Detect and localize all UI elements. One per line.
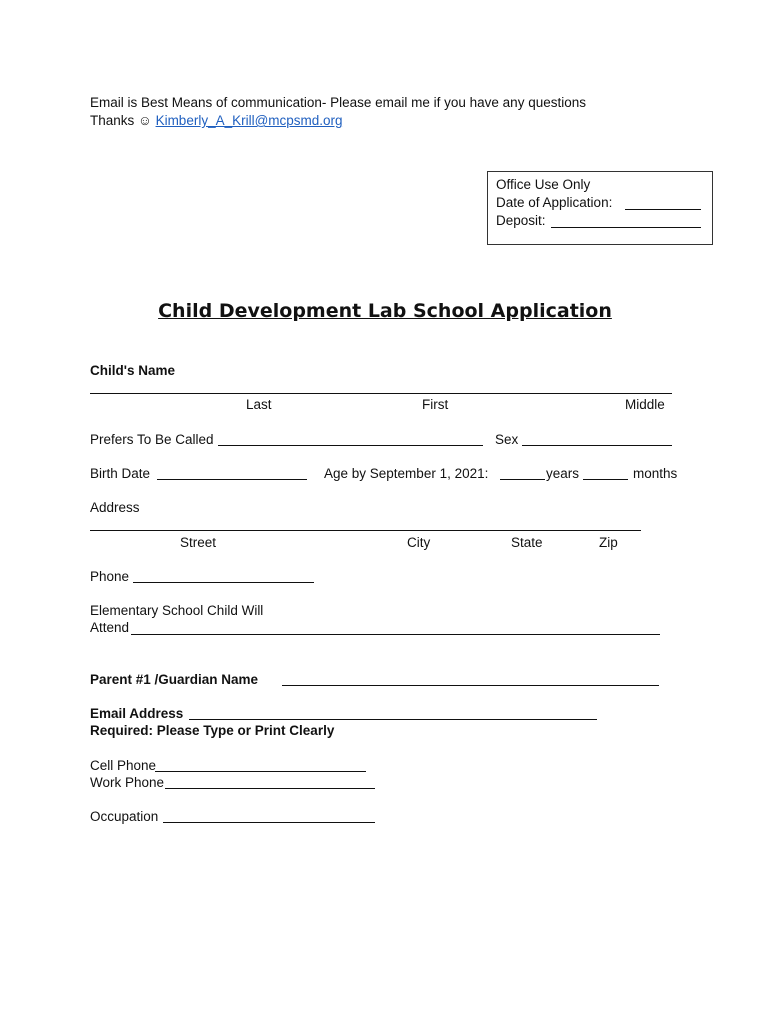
deposit-field[interactable]: [551, 227, 701, 228]
parent-name-field[interactable]: [282, 685, 659, 686]
cell-phone-label: Cell Phone: [90, 758, 157, 773]
work-phone-label: Work Phone: [90, 775, 165, 790]
email-address-field[interactable]: [189, 719, 597, 720]
sex-field[interactable]: [522, 445, 672, 446]
occupation-field[interactable]: [163, 822, 375, 823]
office-use-heading: Office Use Only: [496, 177, 591, 192]
date-of-application-label: Date of Application:: [496, 195, 613, 210]
occupation-label: Occupation: [90, 809, 159, 824]
years-label: years: [546, 466, 580, 481]
phone-label: Phone: [90, 569, 130, 584]
last-label: Last: [246, 397, 272, 412]
thanks-text: Thanks ☺: [90, 113, 156, 128]
email-address-label: Email Address: [90, 706, 184, 721]
address-label: Address: [90, 500, 140, 515]
age-months-field[interactable]: [583, 479, 628, 480]
thanks-line: [90, 113, 343, 128]
contact-note: Email is Best Means of communication- Please email me if you have any questions: [90, 95, 586, 110]
middle-label: Middle: [625, 397, 665, 412]
office-use-box: [487, 171, 713, 245]
zip-label: Zip: [599, 535, 618, 550]
prefers-label: Prefers To Be Called: [90, 432, 214, 447]
elementary-label-line2: Attend: [90, 620, 130, 635]
sex-label: Sex: [495, 432, 519, 447]
months-label: months: [633, 466, 678, 481]
cell-phone-field[interactable]: [155, 771, 366, 772]
deposit-label: Deposit:: [496, 213, 546, 228]
elementary-school-field[interactable]: [131, 634, 660, 635]
address-field[interactable]: [90, 530, 641, 531]
birth-date-label: Birth Date: [90, 466, 151, 481]
birth-date-field[interactable]: [157, 479, 307, 480]
prefers-field[interactable]: [218, 445, 483, 446]
email-link[interactable]: Kimberly_A_Krill@mcpsmd.org: [155, 113, 343, 128]
parent-name-label: Parent #1 /Guardian Name: [90, 672, 259, 687]
age-label: Age by September 1, 2021:: [324, 466, 489, 481]
page-title: Child Development Lab School Application: [158, 300, 612, 322]
street-label: Street: [180, 535, 217, 550]
first-label: First: [422, 397, 449, 412]
childs-name-field[interactable]: [90, 393, 672, 394]
phone-field[interactable]: [133, 582, 314, 583]
childs-name-label: Child's Name: [90, 363, 175, 378]
work-phone-field[interactable]: [165, 788, 375, 789]
date-of-application-field[interactable]: [625, 209, 701, 210]
city-label: City: [407, 535, 431, 550]
age-years-field[interactable]: [500, 479, 545, 480]
state-label: State: [511, 535, 543, 550]
elementary-label-line1: Elementary School Child Will: [90, 603, 264, 618]
email-requirement-note: Required: Please Type or Print Clearly: [90, 723, 335, 738]
